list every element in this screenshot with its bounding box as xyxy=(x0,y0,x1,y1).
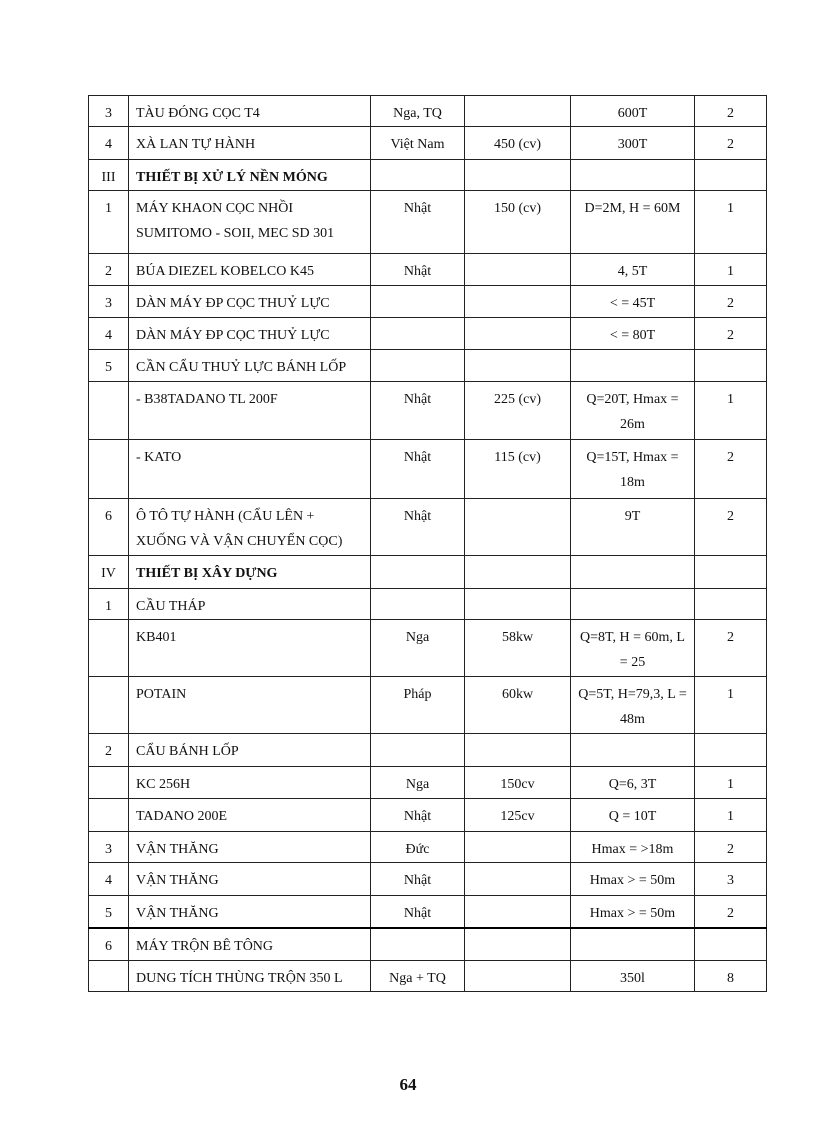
power-cell xyxy=(465,556,571,589)
table-row xyxy=(89,767,767,799)
quantity-cell: 1 xyxy=(695,767,767,799)
row-number-cell xyxy=(89,677,129,734)
equipment-name-cell: TADANO 200E xyxy=(129,799,371,832)
row-number-cell xyxy=(89,620,129,677)
origin-cell: Nga + TQ xyxy=(371,961,465,992)
quantity-cell: 2 xyxy=(695,127,767,160)
capacity-cell: 4, 5T xyxy=(571,254,695,286)
capacity-cell: Q = 10T xyxy=(571,799,695,832)
power-cell xyxy=(465,160,571,191)
equipment-name-cell: CẦU THÁP xyxy=(129,589,371,620)
row-number-cell: III xyxy=(89,160,129,191)
equipment-name-cell: DÀN MÁY ĐP CỌC THUỶ LỰC xyxy=(129,286,371,318)
equipment-name-cell: - KATO xyxy=(129,440,371,499)
table-row xyxy=(89,677,767,734)
table-row xyxy=(89,440,767,499)
capacity-cell: Hmax = >18m xyxy=(571,832,695,863)
power-cell: 125cv xyxy=(465,799,571,832)
capacity-cell: Hmax > = 50m xyxy=(571,863,695,896)
table-row xyxy=(89,318,767,350)
power-cell xyxy=(465,499,571,556)
capacity-cell: 600T xyxy=(571,96,695,127)
equipment-name-cell: VẬN THĂNG xyxy=(129,832,371,863)
table-row xyxy=(89,799,767,832)
quantity-cell: 8 xyxy=(695,961,767,992)
equipment-name-cell: XÀ LAN TỰ HÀNH xyxy=(129,127,371,160)
power-cell: 150 (cv) xyxy=(465,191,571,254)
equipment-name-cell: DÀN MÁY ĐP CỌC THUỶ LỰC xyxy=(129,318,371,350)
quantity-cell: 2 xyxy=(695,96,767,127)
capacity-cell xyxy=(571,734,695,767)
origin-cell xyxy=(371,160,465,191)
origin-cell: Đức xyxy=(371,832,465,863)
section-row xyxy=(89,556,767,589)
capacity-cell: 300T xyxy=(571,127,695,160)
table-row xyxy=(89,254,767,286)
row-number-cell: 3 xyxy=(89,832,129,863)
table-row xyxy=(89,127,767,160)
equipment-table-body xyxy=(89,96,767,992)
equipment-name-cell: VẬN THĂNG xyxy=(129,896,371,928)
row-number-cell: 2 xyxy=(89,734,129,767)
power-cell xyxy=(465,318,571,350)
capacity-cell: D=2M, H = 60M xyxy=(571,191,695,254)
quantity-cell xyxy=(695,928,767,961)
capacity-cell xyxy=(571,350,695,382)
row-number-cell: IV xyxy=(89,556,129,589)
equipment-name-cell: - B38TADANO TL 200F xyxy=(129,382,371,440)
capacity-cell: 9T xyxy=(571,499,695,556)
origin-cell: Nhật xyxy=(371,799,465,832)
equipment-name-cell: DUNG TÍCH THÙNG TRỘN 350 L xyxy=(129,961,371,992)
quantity-cell: 2 xyxy=(695,440,767,499)
table-row xyxy=(89,286,767,318)
quantity-cell xyxy=(695,556,767,589)
capacity-cell xyxy=(571,589,695,620)
row-number-cell: 4 xyxy=(89,318,129,350)
capacity-cell: Q=15T, Hmax = 18m xyxy=(571,440,695,499)
power-cell xyxy=(465,589,571,620)
capacity-cell xyxy=(571,160,695,191)
quantity-cell: 1 xyxy=(695,382,767,440)
origin-cell: Việt Nam xyxy=(371,127,465,160)
origin-cell: Nhật xyxy=(371,254,465,286)
table-row xyxy=(89,350,767,382)
equipment-name-cell: POTAIN xyxy=(129,677,371,734)
quantity-cell xyxy=(695,734,767,767)
capacity-cell: Hmax > = 50m xyxy=(571,896,695,928)
row-number-cell: 5 xyxy=(89,350,129,382)
row-number-cell: 3 xyxy=(89,286,129,318)
row-number-cell xyxy=(89,799,129,832)
capacity-cell: Q=6, 3T xyxy=(571,767,695,799)
section-row xyxy=(89,160,767,191)
equipment-table xyxy=(88,95,767,992)
capacity-cell: < = 45T xyxy=(571,286,695,318)
quantity-cell: 2 xyxy=(695,318,767,350)
origin-cell: Nga, TQ xyxy=(371,96,465,127)
power-cell xyxy=(465,350,571,382)
row-number-cell xyxy=(89,767,129,799)
equipment-name-cell: KB401 xyxy=(129,620,371,677)
table-row xyxy=(89,620,767,677)
row-number-cell xyxy=(89,440,129,499)
power-cell xyxy=(465,928,571,961)
origin-cell: Nhật xyxy=(371,499,465,556)
table-row xyxy=(89,928,767,961)
power-cell: 450 (cv) xyxy=(465,127,571,160)
row-number-cell: 1 xyxy=(89,191,129,254)
origin-cell: Nhật xyxy=(371,896,465,928)
origin-cell xyxy=(371,286,465,318)
row-number-cell: 6 xyxy=(89,499,129,556)
origin-cell: Pháp xyxy=(371,677,465,734)
page-number: 64 xyxy=(399,1075,417,1094)
power-cell: 150cv xyxy=(465,767,571,799)
table-row xyxy=(89,191,767,254)
power-cell xyxy=(465,286,571,318)
capacity-cell xyxy=(571,556,695,589)
table-row xyxy=(89,832,767,863)
equipment-name-cell: THIẾT BỊ XỬ LÝ NỀN MÓNG xyxy=(129,160,371,191)
power-cell: 115 (cv) xyxy=(465,440,571,499)
origin-cell: Nhật xyxy=(371,440,465,499)
table-row xyxy=(89,382,767,440)
origin-cell xyxy=(371,589,465,620)
quantity-cell: 2 xyxy=(695,286,767,318)
row-number-cell: 4 xyxy=(89,863,129,896)
equipment-name-cell: KC 256H xyxy=(129,767,371,799)
quantity-cell: 1 xyxy=(695,677,767,734)
origin-cell: Nhật xyxy=(371,863,465,896)
table-row xyxy=(89,96,767,127)
quantity-cell: 3 xyxy=(695,863,767,896)
equipment-name-cell: MÁY TRỘN BÊ TÔNG xyxy=(129,928,371,961)
power-cell: 58kw xyxy=(465,620,571,677)
power-cell xyxy=(465,734,571,767)
power-cell xyxy=(465,254,571,286)
capacity-cell: 350l xyxy=(571,961,695,992)
origin-cell xyxy=(371,928,465,961)
origin-cell xyxy=(371,556,465,589)
equipment-name-cell: CẦN CẨU THUỶ LỰC BÁNH LỐP xyxy=(129,350,371,382)
table-row xyxy=(89,863,767,896)
capacity-cell: Q=5T, H=79,3, L = 48m xyxy=(571,677,695,734)
equipment-name-cell: MÁY KHAON CỌC NHỒI SUMITOMO - SOII, MEC SD 301 xyxy=(129,191,371,254)
origin-cell: Nga xyxy=(371,620,465,677)
equipment-name-cell: THIẾT BỊ XÂY DỰNG xyxy=(129,556,371,589)
capacity-cell: Q=8T, H = 60m, L = 25 xyxy=(571,620,695,677)
quantity-cell: 2 xyxy=(695,896,767,928)
quantity-cell xyxy=(695,350,767,382)
power-cell xyxy=(465,832,571,863)
equipment-name-cell: VẬN THĂNG xyxy=(129,863,371,896)
power-cell xyxy=(465,961,571,992)
equipment-name-cell: BÚA DIEZEL KOBELCO K45 xyxy=(129,254,371,286)
row-number-cell xyxy=(89,961,129,992)
capacity-cell xyxy=(571,928,695,961)
quantity-cell: 2 xyxy=(695,499,767,556)
capacity-cell: < = 80T xyxy=(571,318,695,350)
row-number-cell: 1 xyxy=(89,589,129,620)
power-cell xyxy=(465,96,571,127)
quantity-cell: 1 xyxy=(695,191,767,254)
origin-cell: Nhật xyxy=(371,382,465,440)
quantity-cell xyxy=(695,160,767,191)
power-cell: 225 (cv) xyxy=(465,382,571,440)
origin-cell xyxy=(371,318,465,350)
equipment-name-cell: TÀU ĐÓNG CỌC T4 xyxy=(129,96,371,127)
row-number-cell: 2 xyxy=(89,254,129,286)
quantity-cell: 2 xyxy=(695,620,767,677)
capacity-cell: Q=20T, Hmax = 26m xyxy=(571,382,695,440)
origin-cell xyxy=(371,350,465,382)
equipment-name-cell: Ô TÔ TỰ HÀNH (CẨU LÊN + XUỐNG VÀ VẬN CHUYỂN CỌC) xyxy=(129,499,371,556)
row-number-cell: 4 xyxy=(89,127,129,160)
table-row xyxy=(89,961,767,992)
quantity-cell xyxy=(695,589,767,620)
power-cell: 60kw xyxy=(465,677,571,734)
table-row xyxy=(89,589,767,620)
equipment-name-cell: CẨU BÁNH LỐP xyxy=(129,734,371,767)
table-row xyxy=(89,896,767,928)
quantity-cell: 1 xyxy=(695,254,767,286)
row-number-cell: 3 xyxy=(89,96,129,127)
row-number-cell xyxy=(89,382,129,440)
origin-cell: Nhật xyxy=(371,191,465,254)
power-cell xyxy=(465,896,571,928)
row-number-cell: 5 xyxy=(89,896,129,928)
origin-cell: Nga xyxy=(371,767,465,799)
table-row xyxy=(89,734,767,767)
power-cell xyxy=(465,863,571,896)
table-row xyxy=(89,499,767,556)
origin-cell xyxy=(371,734,465,767)
quantity-cell: 2 xyxy=(695,832,767,863)
row-number-cell: 6 xyxy=(89,928,129,961)
quantity-cell: 1 xyxy=(695,799,767,832)
